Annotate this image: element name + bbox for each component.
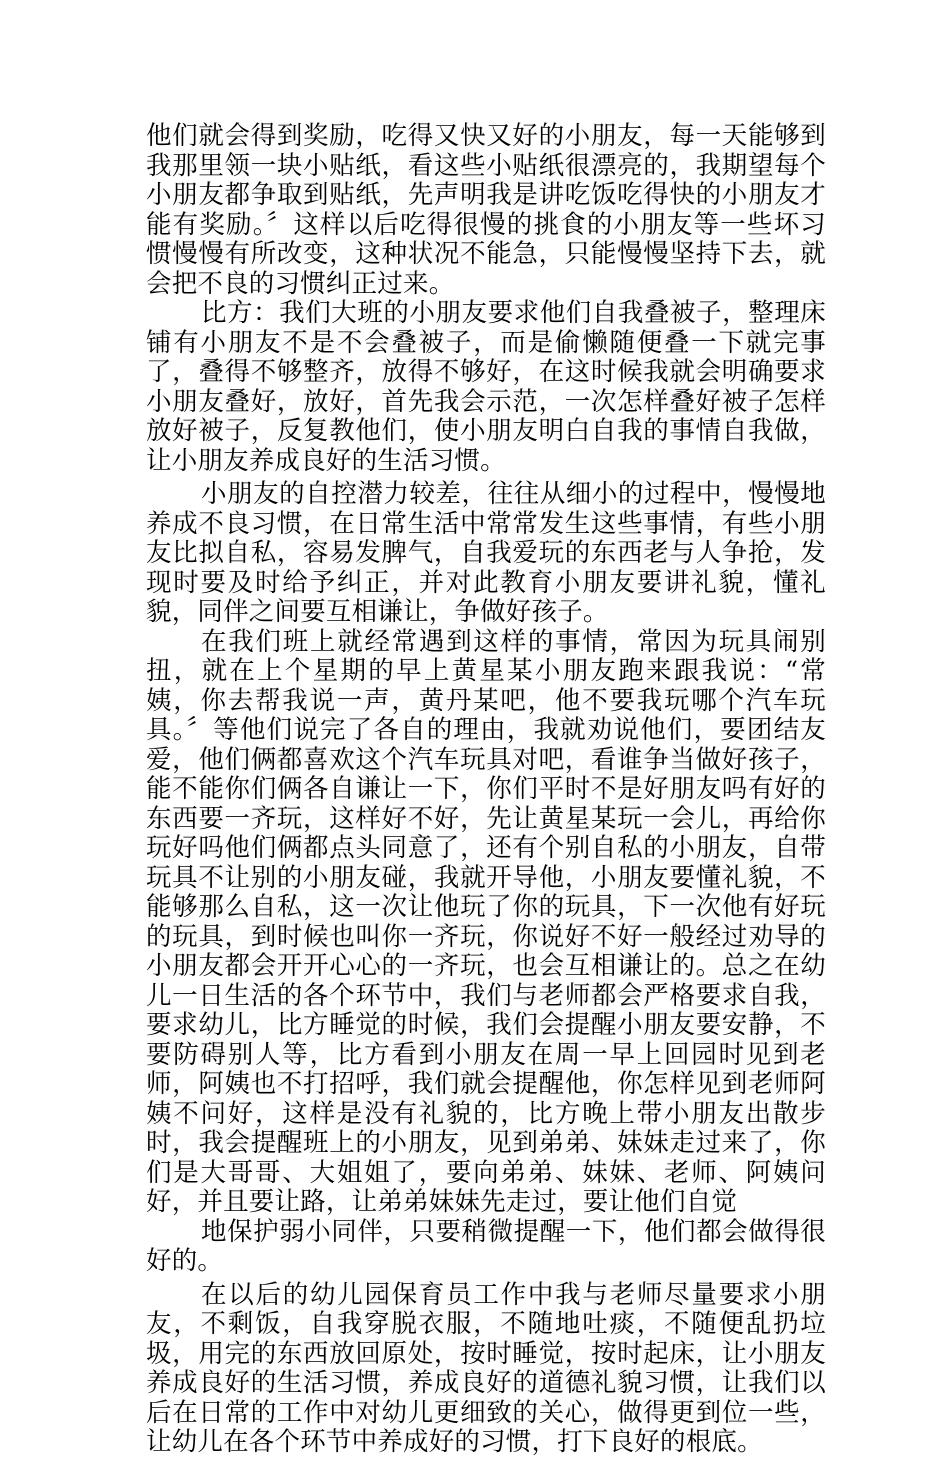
paragraph-protect-weak: 地保护弱小同伴，只要稍微提醒一下，他们都会做得很好的。 — [146, 1216, 826, 1276]
paragraph-rewards: 他们就会得到奖励，吃得又快又好的小朋友，每一天能够到我那里领一块小贴纸，看这些小贴纸很漂亮的，我期望每个小朋友都争取到贴纸，先声明我是讲吃饭吃得快的小朋友才能有奖励。〞这样以后吃得很慢的挑食的小朋友等一些坏习惯慢慢有所改变，这种状况不能急，只能慢慢坚持下去，就会把不良的习惯纠正过来。 — [146, 121, 826, 299]
paragraph-fold-quilt: 比方：我们大班的小朋友要求他们自我叠被子，整理床铺有小朋友不是不会叠被子，而是偷懒随便叠一下就完事了，叠得不够整齐，放得不够好，在这时候我就会明确要求小朋友叠好，放好，首先我会示范，一次怎样叠好被子怎样放好被子，反复教他们，使小朋友明白自我的事情自我做，让小朋友养成良好的生活习惯。 — [146, 298, 826, 476]
paragraph-toy-dispute: 在我们班上就经常遇到这样的事情，常因为玩具闹别扭，就在上个星期的早上黄星某小朋友跑来跟我说：“常姨，你去帮我说一声，黄丹某吧，他不要我玩哪个汽车玩具。〞等他们说完了各自的理由，我就劝说他们，要团结友爱，他们俩都喜欢这个汽车玩具对吧，看谁争当做好孩子，能不能你们俩各自谦让一下，你们平时不是好朋友吗有好的东西要一齐玩，这样好不好，先让黄星某玩一会儿，再给你玩好吗他们俩都点头同意了，还有个别自私的小朋友，自带玩具不让别的小朋友碰，我就开导他，小朋友要懂礼貌，不能够那么自私，这一次让他玩了你的玩具，下一次他有好玩的玩具，到时候也叫你一齐玩，你说好不好一般经过劝导的小朋友都会开开心心的一齐玩，也会互相谦让的。总之在幼儿一日生活的各个环节中，我们与老师都会严格要求自我，要求幼儿，比方睡觉的时候，我们会提醒小朋友要安静，不要防碍别人等，比方看到小朋友在周一早上回园时见到老师，阿姨也不打招呼，我们就会提醒他，你怎样见到老师阿姨不问好，这样是没有礼貌的，比方晚上带小朋友出散步时，我会提醒班上的小朋友，见到弟弟、妹妹走过来了，你们是大哥哥、大姐姐了，要向弟弟、妹妹、老师、阿姨问好，并且要让路，让弟弟妹妹先走过，要让他们自觉 — [146, 626, 826, 1217]
paragraph-future-work: 在以后的幼儿园保育员工作中我与老师尽量要求小朋友，不剩饭，自我穿脱衣服，不随地吐痰，不随便乱扔垃圾，用完的东西放回原处，按时睡觉，按时起床，让小朋友养成良好的生活习惯，养成良好的道德礼貌习惯，让我们以后在日常的工作中对幼儿更细致的关心，做得更到位一些，让幼儿在各个环节中养成好的习惯，打下良好的根底。 — [146, 1279, 826, 1457]
paragraph-self-control: 小朋友的自控潜力较差，往往从细小的过程中，慢慢地养成不良习惯，在日常生活中常常发生这些事情，有些小朋友比拟自私，容易发脾气，自我爱玩的东西老与人争抢，发现时要及时给予纠正，并对此教育小朋友要讲礼貌，懂礼貌，同伴之间要互相谦让，争做好孩子。 — [146, 479, 826, 627]
document-page — [146, 122, 826, 1458]
